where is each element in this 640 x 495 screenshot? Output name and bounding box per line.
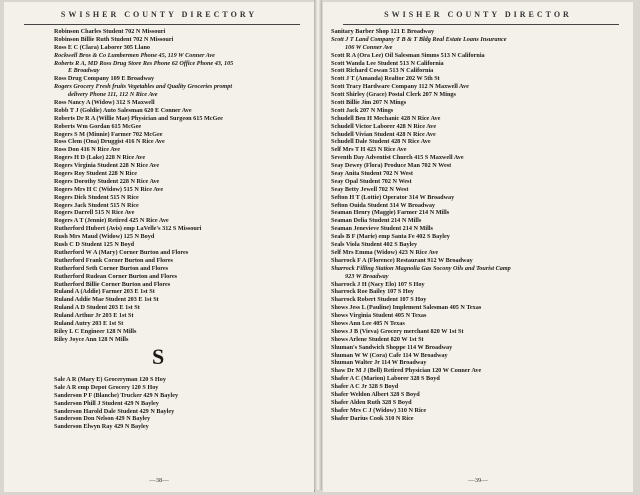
directory-entry: Sanderson Harold Dale Student 429 N Bayley bbox=[54, 407, 175, 415]
directory-entry: Ruland A (Addie) Farmer 203 E 1st St bbox=[54, 288, 155, 296]
directory-entry: Rutherford Hubert (Avis) emp LaVelle's 312 S Missouri bbox=[54, 225, 202, 233]
directory-entry: Seay Anita Student 702 N West bbox=[331, 170, 413, 178]
directory-entry: Schudell Ben H Mechanic 428 N Rice Ave bbox=[331, 114, 441, 122]
directory-entry: Seaman Jenevieve Student 214 N Mills bbox=[331, 225, 433, 233]
directory-entry: Robinson Charles Student 702 N Missouri bbox=[54, 28, 166, 35]
directory-entry: Ruland Addie Mae Student 203 E 1st St bbox=[54, 296, 159, 304]
directory-entry: Rogers Dorothy Student 228 N Rice Ave bbox=[54, 177, 160, 185]
directory-entry: Rush Mrs Maud (Widow) 125 N Boyd bbox=[54, 233, 155, 241]
directory-entry: Shuman's Sandwich Shoppe 114 W Broadway bbox=[331, 343, 453, 351]
directory-entry: Self Mrs T H 423 N Rice Ave bbox=[331, 146, 407, 154]
directory-entry: Shaw Dr M J (Bell) Retired Physician 120 W Conner Ave bbox=[331, 367, 482, 375]
directory-entry: 923 W Broadway bbox=[345, 272, 389, 280]
directory-entry: Seaman Delia Student 214 N Mills bbox=[331, 217, 422, 225]
directory-entry: Rogers A T (Jennie) Retired 425 N Rice Ave bbox=[54, 217, 169, 225]
directory-entry: Scott Tracy Hardware Company 112 N Maxwell Ave bbox=[331, 83, 469, 91]
directory-entry: E Broadway bbox=[68, 67, 100, 75]
directory-entry: Rogers Dick Student 515 N Rice bbox=[54, 193, 139, 201]
directory-entry: Riley L C Engineer 128 N Mills bbox=[54, 327, 137, 335]
directory-entry: Shafer Weldon Albert 328 S Boyd bbox=[331, 390, 420, 398]
directory-entry: Shuman Walter Jr 114 W Broadway bbox=[331, 359, 427, 367]
directory-entry: Sale A R emp Depot Grocery 120 S Hoy bbox=[54, 383, 159, 391]
directory-entry: Ruland A D Student 203 E 1st St bbox=[54, 304, 140, 312]
directory-entry: Sanderson Elwyn Ray 429 N Bayley bbox=[54, 423, 149, 431]
directory-entry: Shuman W W (Cora) Cafe 114 W Broadway bbox=[331, 351, 448, 359]
left-page bbox=[4, 2, 315, 492]
directory-entry: Rogers Mrs H C (Widow) 515 N Rice Ave bbox=[54, 185, 164, 193]
directory-entry: Seals Viola Student 402 S Bayley bbox=[331, 241, 418, 249]
left-head-rule bbox=[24, 24, 300, 25]
directory-entry: Sharrock F A (Florence) Restaurant 912 W Broadway bbox=[331, 256, 473, 264]
directory-entry: Sale A R (Mary E) Groceryman 120 S Hoy bbox=[54, 376, 166, 383]
directory-entry: Sharrock Roe Bailey 107 S Hoy bbox=[331, 288, 414, 296]
directory-entry: Rogers S M (Minnie) Farmer 702 McGee bbox=[54, 130, 163, 138]
directory-entry: Shafer Darius Cook 310 N Rice bbox=[331, 414, 414, 422]
directory-entry: Seay Opal Student 702 N West bbox=[331, 177, 412, 185]
directory-entry: Schudell Victor Laborer 428 N Rice Ave bbox=[331, 122, 437, 130]
section-letter: S bbox=[152, 344, 165, 369]
directory-entry: Rutherford Rudean Corner Burton and Flores bbox=[54, 272, 178, 280]
left-entry-list bbox=[54, 28, 310, 344]
directory-entry: Seaman Henry (Maggie) Farmer 214 N Mills bbox=[331, 209, 450, 217]
directory-entry: Roberts R A, MD Ross Drug Store Res Phone 62 Office Phone 43, 105 bbox=[54, 59, 234, 67]
directory-entry: Rogers Virginia Student 228 N Rice Ave bbox=[54, 162, 160, 170]
directory-entry: Rogers Grocery Fresh fruits Vegetables and Quality Groceries prompt bbox=[54, 83, 233, 91]
directory-entry: Riley Joyce Ann 128 N Mills bbox=[54, 335, 129, 343]
left-page-number: —38— bbox=[149, 477, 169, 484]
directory-entry: Sharrock Filling Station Magnolia Gas Socony Oils and Tourist Camp bbox=[331, 264, 511, 272]
directory-entry: Scott J T Land Company T B & T Bldg Real Estate Loans Insurance bbox=[331, 35, 507, 43]
directory-entry: Rutherford W A (Mary) Corner Burton and Flores bbox=[54, 248, 189, 256]
directory-entry: Sharrock Robert Student 107 S Hoy bbox=[331, 296, 427, 304]
directory-entry: Shows J B (Vieva) Grocery merchant 820 W 1st St bbox=[331, 327, 464, 335]
directory-entry: Rogers Jack Student 515 N Rice bbox=[54, 201, 139, 209]
directory-entry: Robb T J (Goldie) Auto Salesman 620 E Conner Ave bbox=[54, 106, 192, 114]
directory-entry: Shows Arlene Student 820 W 1st St bbox=[331, 335, 424, 343]
directory-entry: Seventh Day Adventist Church 415 S Maxwell Ave bbox=[331, 154, 464, 162]
directory-entry: Rush C D Student 125 N Boyd bbox=[54, 241, 135, 249]
directory-entry: Sefton Ouida Student 314 W Broadway bbox=[331, 201, 436, 209]
directory-entry: Ruland Autry 203 E 1st St bbox=[54, 319, 124, 327]
right-page bbox=[323, 2, 633, 492]
directory-entry: Shows Ann Lee 405 N Texas bbox=[331, 319, 405, 327]
directory-entry: Scott J T (Amanda) Realtor 202 W 5th St bbox=[331, 75, 440, 83]
directory-entry: Roberts Dr R A (Willie Mae) Physician and Surgeon 615 McGee bbox=[54, 114, 223, 122]
left-s-entry-list bbox=[54, 376, 310, 431]
directory-entry: Roberts Wm Gordan 615 McGee bbox=[54, 122, 142, 130]
directory-entry: Scott Jack 207 N Mings bbox=[331, 106, 394, 114]
directory-entry: Scott Shirley (Grace) Postal Clerk 207 N Mings bbox=[331, 91, 456, 99]
right-page-number: —39— bbox=[468, 477, 488, 484]
directory-entry: Schudell Vivian Student 428 N Rice Ave bbox=[331, 130, 436, 138]
directory-entry: Ruland Arthur Jr 203 E 1st St bbox=[54, 312, 134, 320]
directory-entry: Scott Richard Cowan 513 N California bbox=[331, 67, 434, 75]
left-running-head: SWISHER COUNTY DIRECTORY bbox=[60, 10, 258, 19]
directory-entry: Rogers Darrell 515 N Rice Ave bbox=[54, 209, 135, 217]
directory-entry: Ross Drug Company 109 E Broadway bbox=[54, 75, 155, 83]
directory-entry: Shafer Mrs C J (Widow) 310 N Rice bbox=[331, 406, 427, 414]
right-entry-list bbox=[331, 28, 629, 423]
directory-entry: Shows Virginia Student 405 N Texas bbox=[331, 312, 427, 320]
directory-entry: Rutherford Frank Corner Burton and Flores bbox=[54, 256, 173, 264]
directory-entry: Rogers H D (Lake) 228 N Rice Ave bbox=[54, 154, 146, 162]
directory-entry: Ross Don 416 N Rice Ave bbox=[54, 146, 121, 154]
directory-entry: Rogers Roy Student 228 N Rice bbox=[54, 170, 138, 178]
directory-entry: Ross Nancy A (Widow) 312 S Maxwell bbox=[54, 99, 155, 107]
directory-entry: Rockwell Bros & Co Lumbermen Phone 45, 119 W Conner Ave bbox=[54, 51, 215, 59]
directory-entry: Seay Dewey (Flora) Produce Man 702 N West bbox=[331, 162, 452, 170]
directory-entry: Sanitary Barber Shop 121 E Broadway bbox=[331, 28, 435, 35]
directory-entry: Seay Betty Jewell 702 N West bbox=[331, 185, 409, 193]
directory-entry: Rutherford Seth Corner Burton and Flores bbox=[54, 264, 169, 272]
directory-entry: Shafer A C Jr 328 S Boyd bbox=[331, 383, 399, 391]
book-gutter bbox=[314, 0, 322, 490]
directory-entry: Scott Wanda Lee Student 513 N California bbox=[331, 59, 444, 67]
right-running-head: SWISHER COUNTY DIRECTOR bbox=[384, 10, 572, 19]
directory-entry: delivery Phone 111, 112 N Rice Ave bbox=[68, 91, 158, 99]
directory-entry: Scott R A (Ora Lee) Oil Salesman Simms 513 N California bbox=[331, 51, 485, 59]
directory-entry: Ross E C (Clara) Laborer 305 Llano bbox=[54, 43, 151, 51]
directory-entry: Shows Jess L (Pauline) Implement Salesman 405 N Texas bbox=[331, 304, 482, 312]
directory-entry: Ross Clem (Ona) Druggist 416 N Rice Ave bbox=[54, 138, 165, 146]
right-head-rule bbox=[343, 24, 619, 25]
directory-entry: Scott Billie Jim 207 N Mings bbox=[331, 99, 407, 107]
directory-entry: Schudell Dale Student 428 N Rice Ave bbox=[331, 138, 431, 146]
directory-entry: Rutherford Billie Corner Burton and Flores bbox=[54, 280, 171, 288]
directory-entry: Shafer A C (Marion) Laborer 328 S Boyd bbox=[331, 375, 440, 383]
directory-entry: Sanderson Phill J Student 429 N Bayley bbox=[54, 399, 159, 407]
directory-entry: Robinson Billie Ruth Student 702 N Missouri bbox=[54, 35, 174, 43]
directory-entry: Shafer Alden Ruth 328 S Boyd bbox=[331, 398, 412, 406]
directory-entry: Sharrock J H (Nacy Elo) 107 S Hoy bbox=[331, 280, 425, 288]
directory-entry: Sefton H T (Lottie) Operator 314 W Broadway bbox=[331, 193, 455, 201]
directory-entry: 106 W Conner Ave bbox=[345, 43, 393, 51]
directory-entry: Sanderson P F (Blanche) Trucker 429 N Bayley bbox=[54, 391, 179, 399]
directory-entry: Seals B F (Marie) emp Santa Fe 402 S Bayley bbox=[331, 233, 450, 241]
directory-entry: Self Mrs Emma (Widow) 423 N Rice Ave bbox=[331, 248, 439, 256]
directory-entry: Sanderson Don Nelson 429 N Bayley bbox=[54, 415, 151, 423]
